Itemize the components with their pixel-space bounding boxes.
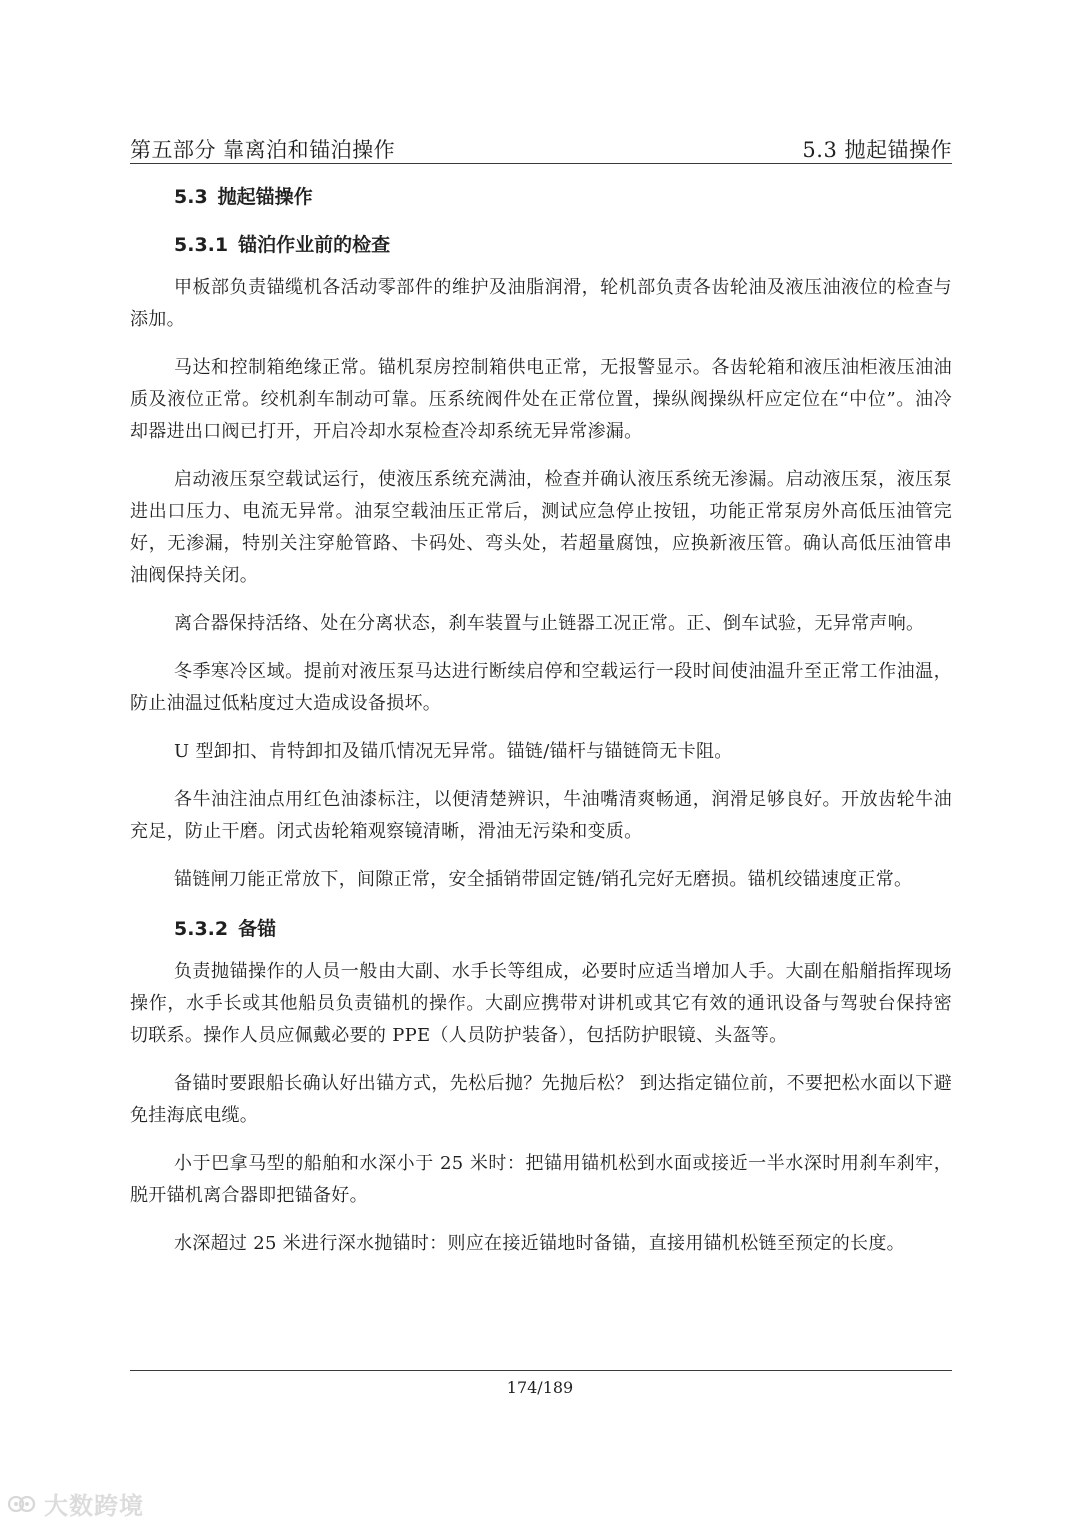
footer-rule — [130, 1370, 952, 1371]
page-number: 174/189 — [506, 1378, 574, 1397]
paragraph: 锚链闸刀能正常放下，间隙正常，安全插销带固定链/销孔完好无磨损。锚机绞锚速度正常。 — [174, 869, 913, 890]
subsection-title: 备锚 — [238, 918, 277, 940]
paragraph: 离合器保持活络、处在分离状态，刹车装置与止链器工况正常。正、倒车试验，无异常声响。 — [174, 613, 925, 634]
page-header — [130, 127, 952, 163]
paragraph: 水深超过 25 米进行深水抛锚时：则应在接近锚地时备锚，直接用锚机松链至预定的长度。 — [174, 1233, 905, 1254]
paragraph: 备锚时要跟船长确认好出锚方式，先松后抛？先抛后松？ 到达指定锚位前，不要把松水面以下避免挂海底电缆。 — [130, 1073, 952, 1126]
section-heading-5-3 — [130, 182, 952, 212]
brand-icon — [8, 1492, 38, 1516]
subsection-heading-5-3-2 — [130, 914, 952, 944]
subsection-heading-5-3-1 — [130, 230, 952, 260]
paragraph: 马达和控制箱绝缘正常。锚机泵房控制箱供电正常，无报警显示。各齿轮箱和液压油柜液压油油质及液位正常。绞机刹车制动可靠。压系统阀件处在正常位置，操纵阀操纵杆应定位在“中位”。油冷却器进出口阀已打开，开启冷却水泵检查冷却系统无异常渗漏。 — [130, 357, 952, 442]
subsection-number: 5.3.2 — [174, 918, 229, 940]
paragraph: 负责抛锚操作的人员一般由大副、水手长等组成，必要时应适当增加人手。大副在船艏指挥现场操作，水手长或其他船员负责锚机的操作。大副应携带对讲机或其它有效的通讯设备与驾驶台保持密切联系。操作人员应佩戴必要的 PPE（人员防护装备），包括防护眼镜、头盔等。 — [130, 961, 952, 1046]
header-rule — [130, 163, 952, 164]
paragraph: 甲板部负责锚缆机各活动零部件的维护及油脂润滑，轮机部负责各齿轮油及液压油液位的检查与添加。 — [130, 277, 952, 330]
section-number: 5.3 — [174, 186, 208, 208]
watermark-text: 大数跨境 — [44, 1492, 144, 1520]
paragraph: 各牛油注油点用红色油漆标注，以便清楚辨识，牛油嘴清爽畅通，润滑足够良好。开放齿轮牛油充足，防止干磨。闭式齿轮箱观察镜清晰，滑油无污染和变质。 — [130, 789, 952, 842]
paragraph: 小于巴拿马型的船舶和水深小于 25 米时：把锚用锚机松到水面或接近一半水深时用刹车刹牢，脱开锚机离合器即把锚备好。 — [130, 1153, 952, 1206]
subsection-number: 5.3.1 — [174, 234, 229, 256]
paragraph: U 型卸扣、肯特卸扣及锚爪情况无异常。锚链/锚杆与锚链筒无卡阻。 — [174, 741, 733, 762]
watermark — [8, 1486, 144, 1521]
paragraph: 启动液压泵空载试运行，使液压系统充满油，检查并确认液压系统无渗漏。启动液压泵，液压泵进出口压力、电流无异常。油泵空载油压正常后，测试应急停止按钮，功能正常泵房外高低压油管完好，无渗漏，特别关注穿舱管路、卡码处、弯头处，若超量腐蚀，应换新液压管。确认高低压油管串油阀保持关闭。 — [130, 469, 952, 586]
document-body — [130, 178, 952, 1260]
paragraph: 冬季寒冷区域。提前对液压泵马达进行断续启停和空载运行一段时间使油温升至正常工作油温，防止油温过低粘度过大造成设备损坏。 — [130, 661, 952, 714]
header-left: 第五部分 靠离泊和锚泊操作 — [130, 138, 396, 162]
subsection-title: 锚泊作业前的检查 — [238, 234, 391, 256]
section-title: 抛起锚操作 — [217, 186, 313, 208]
header-right: 5.3 抛起锚操作 — [802, 138, 952, 162]
